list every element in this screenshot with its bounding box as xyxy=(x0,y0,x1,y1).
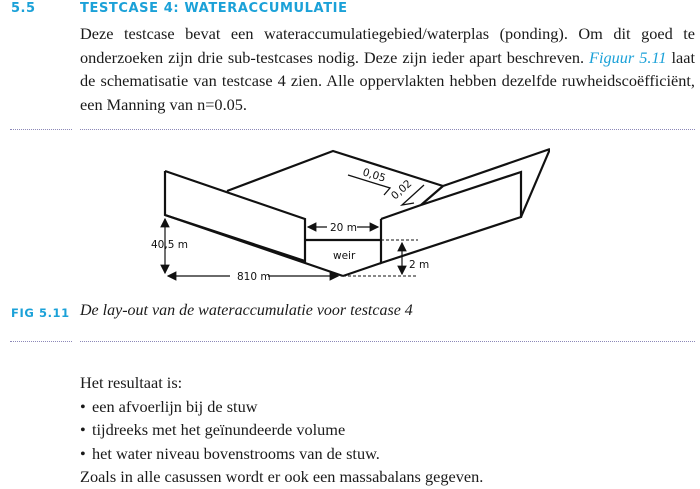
list-item: • tijdreeks met het geïnundeerde volume xyxy=(80,418,483,442)
divider-long-top xyxy=(80,129,695,130)
list-item: • het water niveau bovenstrooms van de stuw. xyxy=(80,442,483,466)
ponding-layout-figure xyxy=(150,145,550,285)
divider-short-top xyxy=(10,129,72,130)
length-label: 810 m xyxy=(237,271,271,283)
weir-height-label: 2 m xyxy=(409,259,430,271)
result-list xyxy=(80,395,483,466)
divider-long-bottom xyxy=(80,341,695,342)
section-title: TESTCASE 4: WATERACCUMULATIE xyxy=(80,1,348,16)
list-item: • een afvoerlijn bij de stuw xyxy=(80,395,483,419)
figure-caption: De lay-out van de wateraccumulatie voor testcase 4 xyxy=(80,302,413,319)
slope-long-label: 0,05 xyxy=(361,166,387,185)
height-label: 40,5 m xyxy=(151,239,188,251)
figure-number: FIG 5.11 xyxy=(11,306,70,320)
section-number: 5.5 xyxy=(11,1,36,16)
divider-short-bottom xyxy=(10,341,72,342)
result-conclusion: Zoals in alle casussen wordt er ook een massabalans gegeven. xyxy=(80,467,484,486)
intro-text-2: laat de schematisatie van testcase 4 zien. Alle oppervlakten hebben dezelfde ruwheidscoëfficiënt, een Manning van n=0.05. xyxy=(80,47,695,115)
intro-paragraph xyxy=(80,22,695,117)
slope-cross-label: 0,02 xyxy=(388,177,415,203)
figure-link[interactable]: Figuur 5.11 xyxy=(589,47,667,67)
weir-label: weir xyxy=(333,250,356,262)
weir-width-label: 20 m xyxy=(330,222,357,234)
intro-text-1: Deze testcase bevat een wateraccumulatiegebied/waterplas (ponding). Om dit goed te onderzoeken zijn drie sub-testcases nodig. Deze zijn ieder apart beschreven. xyxy=(80,24,695,67)
result-intro: Het resultaat is: xyxy=(80,373,183,392)
result-section xyxy=(80,371,483,489)
